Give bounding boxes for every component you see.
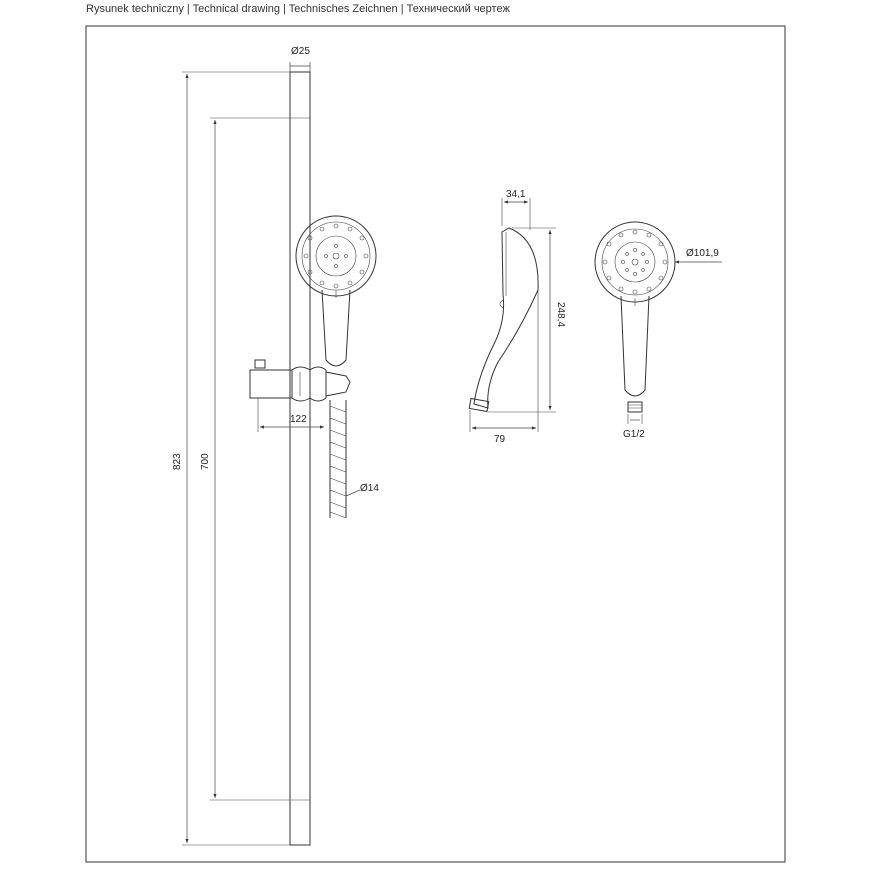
head-length-dimension <box>488 228 556 412</box>
slide-rail <box>290 72 310 845</box>
rail-diameter-label: Ø25 <box>291 46 310 57</box>
head-thickness-dimension <box>502 198 530 230</box>
hose-diameter-label: Ø14 <box>360 483 379 494</box>
hose-diameter-dimension <box>346 490 360 496</box>
shower-hose <box>330 400 346 518</box>
shower-head-front-view <box>595 222 675 412</box>
thread-dimension <box>628 414 642 424</box>
total-height-label: 823 <box>172 453 183 470</box>
rail-diameter-dimension <box>290 62 310 72</box>
head-length-label: 248,4 <box>555 302 566 328</box>
rail-length-dimension <box>210 118 290 800</box>
nozzle-pattern-mounted <box>304 224 368 288</box>
drawing-frame <box>86 26 785 862</box>
head-diameter-label: Ø101,9 <box>686 248 719 259</box>
head-thickness-label: 34,1 <box>506 189 526 200</box>
page-title: Rysunek techniczny | Technical drawing | Technisches Zeichnen | Технический чертеж <box>86 3 510 15</box>
nozzle-pattern-front <box>603 230 667 294</box>
rail-length-label: 700 <box>200 453 211 470</box>
shower-head-side-view <box>469 228 538 411</box>
total-height-dimension <box>182 72 290 845</box>
side-depth-label: 79 <box>494 434 506 445</box>
thread-label: G1/2 <box>623 429 645 440</box>
holder-depth-label: 122 <box>290 414 307 425</box>
